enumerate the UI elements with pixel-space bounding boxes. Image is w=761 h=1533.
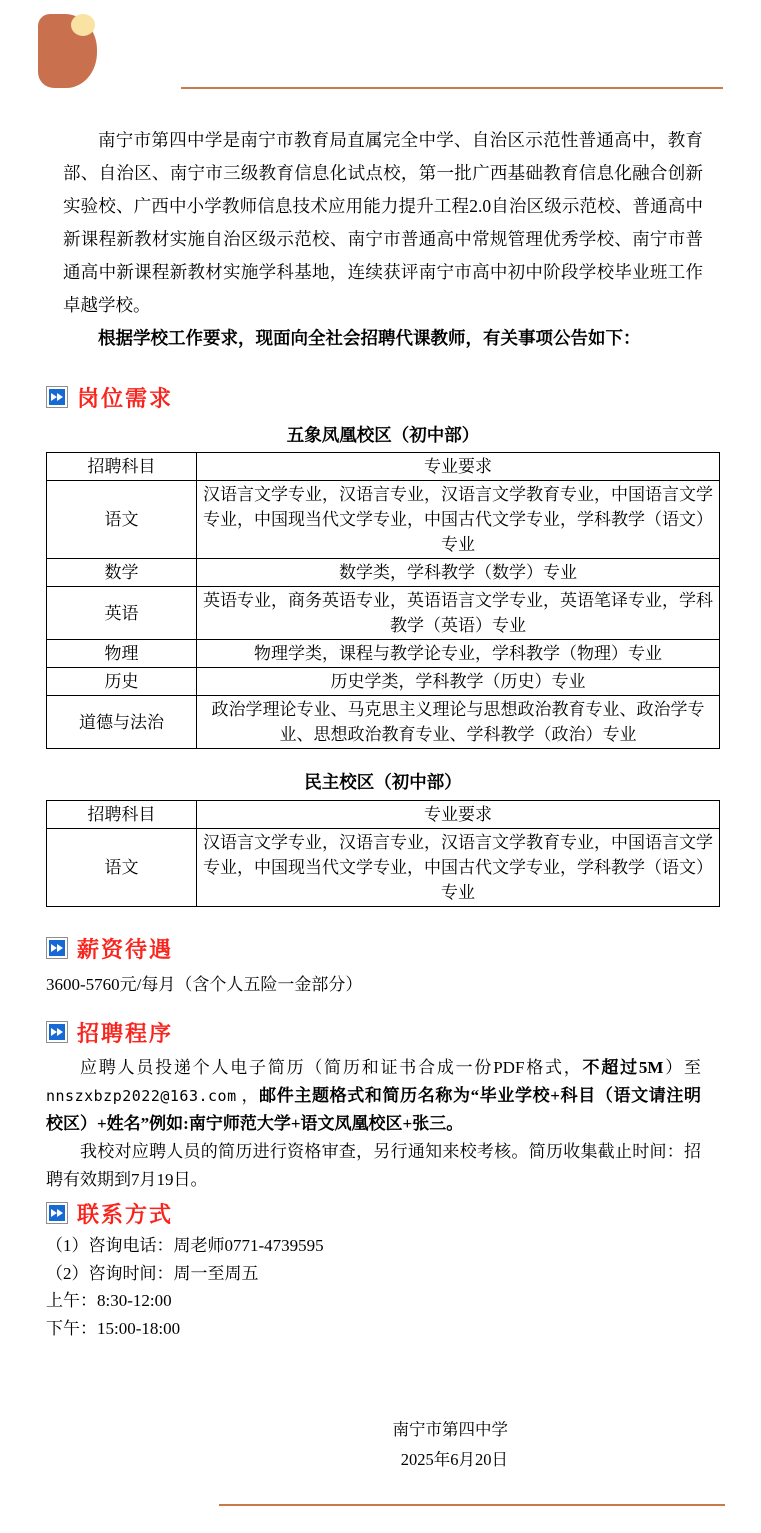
table-caption: 民主校区（初中部） <box>304 772 462 792</box>
procedure-paragraph-1 <box>46 1054 701 1138</box>
requirement-cell: 政治学理论专业、马克思主义理论与思想政治教育专业、政治学专业、思想政治教育专业、学科教学（政治）专业 <box>197 696 720 749</box>
table-header-row <box>47 453 720 481</box>
section-heading-positions <box>46 383 720 411</box>
procedure-paragraph-2: 我校对应聘人员的简历进行资格审查，另行通知来校考核。简历收集截止时间：招聘有效期到7月19日。 <box>46 1142 701 1189</box>
fast-forward-icon <box>46 386 68 408</box>
school-logo-dot <box>71 14 95 36</box>
contact-info <box>46 1232 720 1342</box>
requirement-cell: 物理学类，课程与教学论专业，学科教学（物理）专业 <box>197 640 720 668</box>
requirement-cell: 历史学类，学科教学（历史）专业 <box>197 668 720 696</box>
procedure-text: 应聘人员投递个人电子简历（简历和证书合成一份PDF格式， <box>80 1058 583 1077</box>
table-row <box>47 587 720 640</box>
contact-line: （1）咨询电话：周老师0771-4739595 <box>46 1236 324 1255</box>
subject-cell: 物理 <box>47 640 197 668</box>
section-title-positions: 岗位需求 <box>77 385 174 411</box>
requirement-cell: 汉语言文学专业，汉语言专业，汉语言文学教育专业，中国语言文学专业，中国现当代文学专业，中国古代文学专业，学科教学（语文）专业 <box>197 829 720 907</box>
signature-block <box>46 1415 720 1475</box>
subject-cell: 语文 <box>47 481 197 559</box>
subject-cell: 历史 <box>47 668 197 696</box>
requirements-table <box>46 452 720 749</box>
section-heading-salary <box>46 934 720 962</box>
section-title-procedure: 招聘程序 <box>77 1020 174 1046</box>
requirement-cell: 英语专业，商务英语专业，英语语言文学专业，英语笔译专业，学科教学（英语）专业 <box>197 587 720 640</box>
section-heading-contact <box>46 1199 720 1227</box>
requirement-cell: 汉语言文学专业，汉语言专业，汉语言文学教育专业，中国语言文学专业，中国现当代文学专业，中国古代文学专业，学科教学（语文）专业 <box>197 481 720 559</box>
email-address: nnszxbzp2022@163.com <box>46 1087 237 1105</box>
table-caption: 五象凤凰校区（初中部） <box>286 425 480 445</box>
contact-line: 下午：15:00-18:00 <box>46 1318 181 1338</box>
fast-forward-icon <box>46 1202 68 1224</box>
signature-school: 南宁市第四中学 <box>392 1420 508 1439</box>
salary-text: 3600-5760元/每月（含个人五险一金部分） <box>46 975 363 994</box>
intro-paragraph: 南宁市第四中学是南宁市教育局直属完全中学、自治区示范性普通高中，教育部、自治区、南宁市三级教育信息化试点校，第一批广西基础教育信息化融合创新实验校、广西中小学教师信息技术应用能力提升工程2.0自治区级示范校、普通高中新课程新教材实施自治区级示范校、南宁市普通高中常规管理优秀学校、南宁市普通高中新课程新教材实施学科基地，连续获评南宁市高中初中阶段学校毕业班工作卓越学校。 <box>63 130 703 315</box>
campus-tables <box>46 424 720 907</box>
procedure-text: ， <box>236 1086 260 1105</box>
subject-cell: 英语 <box>47 587 197 640</box>
subject-cell: 语文 <box>47 829 197 907</box>
contact-line: 上午：8:30-12:00 <box>46 1291 172 1310</box>
procedure-bold-text: 不超过5M <box>582 1058 664 1077</box>
requirements-table <box>46 800 720 907</box>
section-heading-procedure <box>46 1018 720 1046</box>
column-header: 招聘科目 <box>47 453 197 481</box>
requirement-cell: 数学类，学科教学（数学）专业 <box>197 559 720 587</box>
section-title-contact: 联系方式 <box>77 1201 174 1227</box>
table-header-row <box>47 801 720 829</box>
table-row <box>47 668 720 696</box>
signature-date: 2025年6月20日 <box>400 1450 508 1469</box>
procedure-bold-text: 邮件主题格式和简历名称为“毕业学校+科目（语文请注明校区）+姓名”例如:南宁师范大学+语文凤凰校区+张三。 <box>46 1086 702 1133</box>
table-row <box>47 829 720 907</box>
section-title-salary: 薪资待遇 <box>77 936 174 962</box>
table-row <box>47 640 720 668</box>
table-row <box>47 559 720 587</box>
subject-cell: 道德与法治 <box>47 696 197 749</box>
procedure-text: ）至 <box>663 1058 702 1077</box>
bottom-divider <box>219 1504 725 1506</box>
table-row <box>47 696 720 749</box>
fast-forward-icon <box>46 937 68 959</box>
fast-forward-icon <box>46 1021 68 1043</box>
column-header: 专业要求 <box>197 453 720 481</box>
column-header: 专业要求 <box>197 801 720 829</box>
column-header: 招聘科目 <box>47 801 197 829</box>
intro-lead-paragraph: 根据学校工作要求，现面向全社会招聘代课教师，有关事项公告如下： <box>98 328 641 348</box>
subject-cell: 数学 <box>47 559 197 587</box>
top-divider <box>181 87 723 89</box>
table-row <box>47 481 720 559</box>
contact-line: （2）咨询时间：周一至周五 <box>46 1263 259 1283</box>
